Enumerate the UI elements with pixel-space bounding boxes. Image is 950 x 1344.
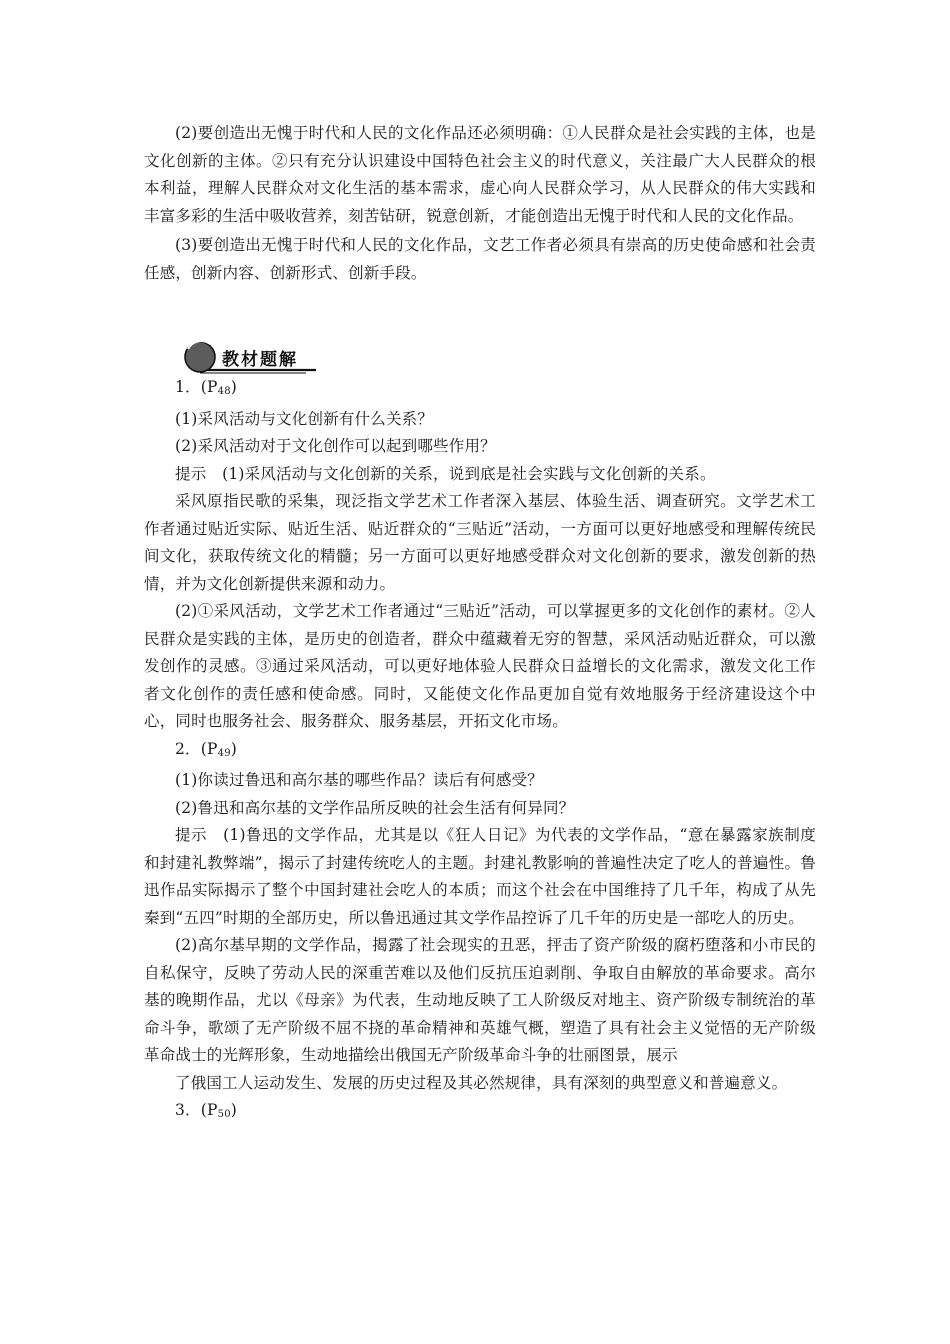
question-1-sub-1: (1)采风活动与文化创新有什么关系？ bbox=[175, 409, 434, 428]
question-2-number: 2．$(P_{49})$ bbox=[175, 739, 238, 759]
question-2-sub-1: (1)你读过鲁迅和高尔基的哪些作品？读后有何感受？ bbox=[175, 771, 543, 789]
question-1-sub-2: (2)采风活动对于文化创作可以起到哪些作用？ bbox=[175, 437, 496, 455]
question-2-answer-2: 了俄国工人运动发生、发展的历史过程及其必然规律，具有深刻的典型意义和普遍意义。 bbox=[175, 1073, 788, 1092]
section-banner bbox=[182, 340, 322, 374]
question-2-sub-2: (2)鲁迅和高尔基的文学作品所反映的社会生活有何异同？ bbox=[175, 798, 575, 817]
question-2-hint: 提示 (1)鲁迅的文学作品，尤其是以《狂人日记》为代表的文学作品，“意在暴露家族制度和封建礼教弊端”，揭示了封建传统吃人的主题。封建礼教影响的普遍性决定了吃人的普遍性。鲁迅作品实际揭示了整个中国封建社会吃人的本质；而这个社会在中国维持了几千年，构成了从先秦到“五四”时期的全部历史，所以鲁迅通过其文学作品控诉了几千年的历史是一部吃人的历史。 bbox=[144, 826, 816, 927]
question-1-page: 48 bbox=[217, 386, 231, 397]
intro-section bbox=[144, 120, 816, 287]
question-1-hint: 提示 (1)采风活动与文化创新的关系，说到底是社会实践与文化创新的关系。 bbox=[175, 464, 716, 483]
question-1-answer-2: (2)①采风活动，文学艺术工作者通过“三贴近”活动，可以掌握更多的文化创作的素材。②人民群众是实践的主体，是历史的创造者，群众中蕴藏着无穷的智慧，采风活动贴近群众，可以激发创作的灵感。③通过采风活动，可以更好地体验人民群众日益增长的文化需求，激发文化工作者文化创作的责任感和使命感。同时，又能使文化作品更加自觉有效地服务于经济建设这个中心，同时也服务社会、服务群众、服务基层，开拓文化市场。 bbox=[144, 602, 816, 730]
question-3-page: 50 bbox=[217, 1109, 231, 1120]
intro-paragraph-3: (3)要创造出无愧于时代和人民的文化作品，文艺工作者必须具有崇高的历史使命感和社会责任感，创新内容、创新形式、创新手段。 bbox=[144, 236, 816, 282]
question-1-answer-1: 采风原指民歌的采集，现泛指文学艺术工作者深入基层、体验生活、调查研究。文学艺术工作者通过贴近实际、贴近生活、贴近群众的“三贴近”活动，一方面可以更好地感受和理解传统民间文化，获取传统文化的精髓；另一方面可以更好地感受群众对文化创新的要求，激发创新的热情，并为文化创新提供来源和动力。 bbox=[144, 492, 816, 593]
question-3-number: 3．$(P_{50})$ bbox=[175, 1101, 238, 1120]
question-1 bbox=[144, 374, 816, 1129]
question-2-page: 49 bbox=[217, 747, 231, 759]
question-2-answer-1: (2)高尔基早期的文学作品，揭露了社会现实的丑恶，抨击了资产阶级的腐朽堕落和小市民的自私保守，反映了劳动人民的深重苦难以及他们反抗压迫剥削、争取自由解放的革命要求。高尔基的晚期作品，尤以《母亲》为代表，生动地反映了工人阶级反对地主、资产阶级专制统治的革命斗争，歌颂了无产阶级不屈不挠的革命精神和英雄气概，塑造了具有社会主义觉悟的无产阶级革命战士的光辉形象，生动地描绘出俄国无产阶级革命斗争的壮丽图景，展示 bbox=[144, 936, 816, 1064]
section-title: 教材题解 bbox=[222, 350, 298, 370]
question-1-number: 1．$(P_{48})$ bbox=[175, 378, 238, 397]
intro-paragraph-2: (2)要创造出无愧于时代和人民的文化作品还必须明确：①人民群众是社会实践的主体，也是文化创新的主体。②只有充分认识建设中国特色社会主义的时代意义，关注最广大人民群众的根本利益，理解人民群众对文化生活的基本需求，虚心向人民群众学习，从人民群众的伟大实践和丰富多彩的生活中吸收营养，刻苦钻研，锐意创新，才能创造出无愧于时代和人民的文化作品。 bbox=[144, 124, 816, 225]
